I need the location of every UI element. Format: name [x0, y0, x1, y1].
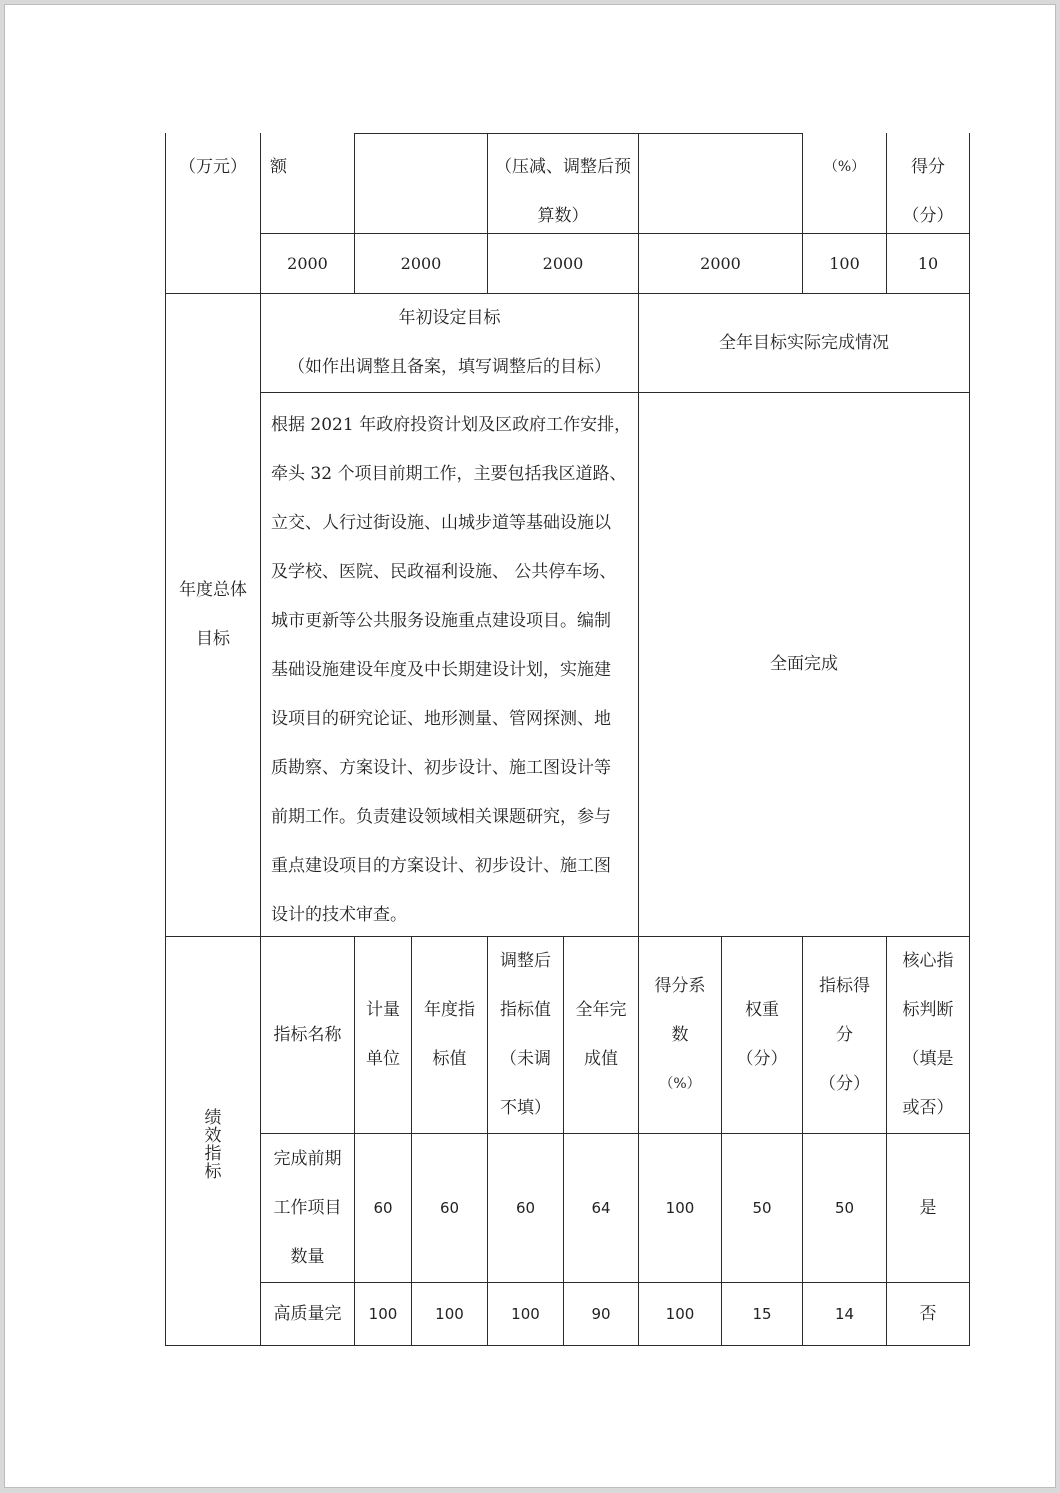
- table-cell: 50: [752, 1198, 772, 1217]
- header-weight: 权重 （分）: [736, 1000, 788, 1069]
- table-cell: 60: [439, 1198, 460, 1217]
- table-cell: 100: [435, 1304, 464, 1323]
- table-border-right: [969, 133, 970, 1345]
- table-cell: 60: [515, 1198, 536, 1217]
- budget-unit-label: （万元）: [179, 157, 247, 177]
- header-annual-target: 年度指 标值: [424, 1000, 475, 1069]
- budget-value: 10: [917, 254, 939, 273]
- budget-col2-label: 额: [270, 157, 287, 177]
- header-indicator-score: 指标得 分 （分）: [819, 975, 870, 1094]
- initial-goal-header: 年初设定目标 （如作出调整且备案，填写调整后的目标）: [288, 308, 611, 377]
- table-cell: 是: [919, 1197, 937, 1218]
- table-cell: 90: [591, 1304, 611, 1323]
- table-cell: 100: [665, 1304, 695, 1323]
- budget-value: 2000: [400, 254, 442, 273]
- table-border-bottom: [165, 1345, 970, 1346]
- table-cell: 50: [834, 1198, 855, 1217]
- header-core-indicator: 核心指 标判断 （填是 或否）: [902, 951, 954, 1118]
- divider: [354, 133, 803, 134]
- table-cell: 100: [511, 1304, 540, 1323]
- header-unit: 计量 单位: [366, 1000, 400, 1069]
- table-cell: 100: [368, 1304, 398, 1323]
- table-row-name: 完成前期 工作项目 数量: [273, 1148, 342, 1267]
- annual-goal-row-label: 年度总体 目标: [179, 580, 247, 649]
- table-cell: 否: [919, 1303, 937, 1324]
- header-score-coefficient: 得分系 数 （%）: [654, 975, 706, 1092]
- actual-completion-text: 全面完成: [770, 654, 838, 674]
- actual-completion-header: 全年目标实际完成情况: [719, 332, 889, 353]
- header-indicator-name: 指标名称: [273, 1024, 342, 1045]
- table-cell: 15: [752, 1304, 772, 1323]
- performance-row-label: 绩 效 指 标: [204, 1108, 222, 1182]
- budget-percent-label: （%）: [823, 159, 866, 175]
- budget-score-label: 得分 （分）: [902, 157, 954, 226]
- table-cell: 64: [591, 1198, 611, 1217]
- table-cell: 14: [834, 1304, 855, 1323]
- budget-value: 2000: [700, 254, 741, 273]
- document-page: [4, 4, 1056, 1488]
- budget-value: 100: [829, 254, 860, 273]
- budget-adjusted-label: （压减、调整后预 算数）: [495, 157, 631, 226]
- budget-value: 2000: [287, 254, 328, 273]
- table-cell: 100: [665, 1198, 695, 1217]
- header-actual-value: 全年完 成值: [575, 1000, 627, 1069]
- table-row-name: 高质量完: [273, 1303, 342, 1324]
- budget-value: 2000: [542, 254, 584, 273]
- table-cell: 60: [373, 1198, 393, 1217]
- initial-goal-text: 根据 2021 年政府投资计划及区政府工作安排， 牵头 32 个项目前期工作，主要包括我区道路、 立交、人行过街设施、山城步道等基础设施以 及学校、医院、民政福利设施、 公共停车场、 城市更新等公共服务设施重点建设项目。编制 基础设施建设年度及中长期建设计划，实施建 设项目的研究论证、地形测量、管网探测、地 质勘察、方案设计、初步设计、施工图设计等 前期工作。负责建设领域相关课题研究，参与 重点建设项目的方案设计、初步设计、施工图 设计的技术审查。: [271, 415, 632, 925]
- header-adjusted-target: 调整后 指标值 （未调 不填）: [500, 951, 551, 1118]
